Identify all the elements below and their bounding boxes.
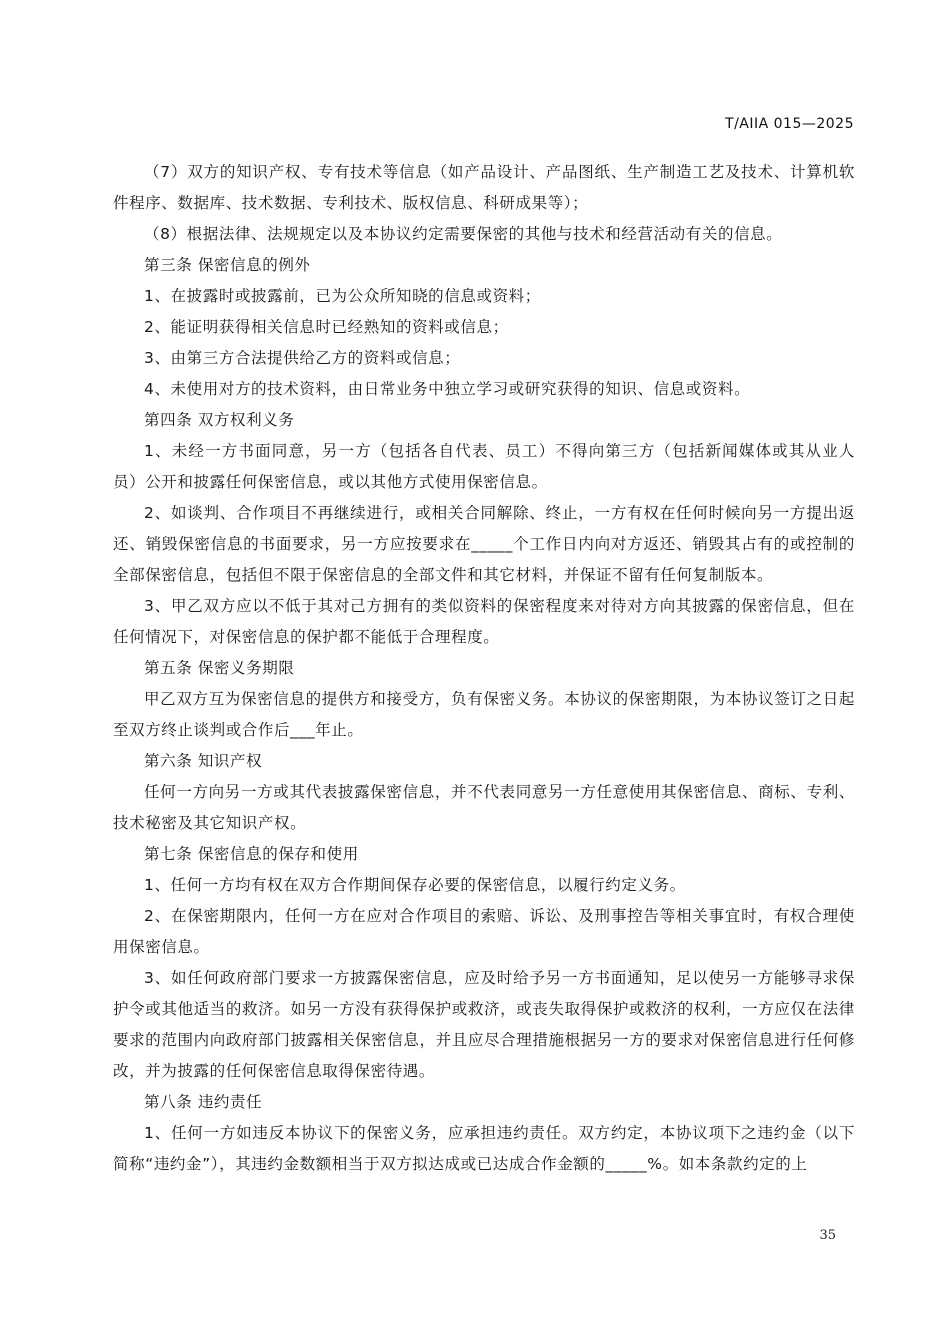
article-7-clause-2: 2、在保密期限内，任何一方在应对合作项目的索赔、诉讼、及刑事控告等相关事宜时，有权合理使用保密信息。 (113, 907, 855, 956)
article-7-clause-1: 1、任何一方均有权在双方合作期间保存必要的保密信息，以履行约定义务。 (144, 876, 686, 894)
article-4-clause-3: 3、甲乙双方应以不低于其对己方拥有的类似资料的保密程度来对待对方向其披露的保密信息，但在任何情况下，对保密信息的保护都不能低于合理程度。 (113, 597, 855, 646)
article-4-clause-1: 1、未经一方书面同意，另一方（包括各自代表、员工）不得向第三方（包括新闻媒体或其从业人员）公开和披露任何保密信息，或以其他方式使用保密信息。 (113, 442, 855, 491)
standard-code-header: T/AIIA 015—2025 (725, 116, 854, 132)
article-7-heading: 第七条 保密信息的保存和使用 (144, 845, 359, 863)
article-3-clause-4: 4、未使用对方的技术资料，由日常业务中独立学习或研究获得的知识、信息或资料。 (144, 380, 751, 398)
article-7-clause-3: 3、如任何政府部门要求一方披露保密信息，应及时给予另一方书面通知，足以使另一方能够寻求保护令或其他适当的救济。如另一方没有获得保护或救济，或丧失取得保护或救济的权利，一方应仅在法律要求的范围内向政府部门披露相关保密信息，并且应尽合理措施根据另一方的要求对保密信息进行任何修改，并为披露的任何保密信息取得保密待遇。 (113, 969, 855, 1080)
article-6-body: 任何一方向另一方或其代表披露保密信息，并不代表同意另一方任意使用其保密信息、商标、专利、技术秘密及其它知识产权。 (113, 783, 855, 832)
article-5-heading: 第五条 保密义务期限 (144, 659, 295, 677)
article-5-body: 甲乙双方互为保密信息的提供方和接受方，负有保密义务。本协议的保密期限，为本协议签订之日起至双方终止谈判或合作后___年止。 (113, 690, 855, 739)
document-body (113, 157, 855, 1180)
article-4-heading: 第四条 双方权利义务 (144, 411, 295, 429)
page-number: 35 (819, 1228, 836, 1243)
article-3-heading: 第三条 保密信息的例外 (144, 256, 311, 274)
article-4-clause-2: 2、如谈判、合作项目不再继续进行，或相关合同解除、终止，一方有权在任何时候向另一方提出返还、销毁保密信息的书面要求，另一方应按要求在_____个工作日内向对方返还、销毁其占有的或控制的全部保密信息，包括但不限于保密信息的全部文件和其它材料，并保证不留有任何复制版本。 (113, 504, 855, 584)
article-3-clause-1: 1、在披露时或披露前，已为公众所知晓的信息或资料； (144, 287, 541, 305)
article-3-clause-2: 2、能证明获得相关信息时已经熟知的资料或信息； (144, 318, 509, 336)
paragraph-item-8: （8）根据法律、法规规定以及本协议约定需要保密的其他与技术和经营活动有关的信息。 (144, 225, 783, 243)
article-8-clause-1: 1、任何一方如违反本协议下的保密义务，应承担违约责任。双方约定，本协议项下之违约金（以下简称“违约金”），其违约金数额相当于双方拟达成或已达成合作金额的_____%。如本条款约定的上 (113, 1124, 855, 1173)
paragraph-item-7: （7）双方的知识产权、专有技术等信息（如产品设计、产品图纸、生产制造工艺及技术、计算机软件程序、数据库、技术数据、专利技术、版权信息、科研成果等）； (113, 163, 855, 212)
article-3-clause-3: 3、由第三方合法提供给乙方的资料或信息； (144, 349, 461, 367)
article-8-heading: 第八条 违约责任 (144, 1093, 263, 1111)
article-6-heading: 第六条 知识产权 (144, 752, 263, 770)
